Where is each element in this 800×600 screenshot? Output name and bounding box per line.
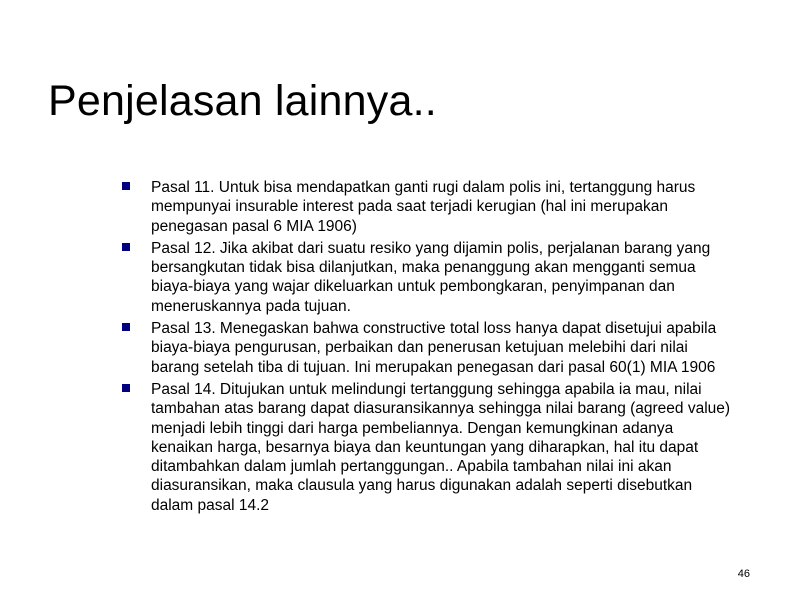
bullet-text: Pasal 13. Menegaskan bahwa constructive total loss hanya dapat disetujui apabila biaya-biaya pengurusan, perbaikan dan penerusan ketujuan melebihi dari nilai barang setelah tiba di tujuan. Ini merupakan penegasan dari pasal 60(1) MIA 1906: [151, 320, 717, 376]
square-bullet-icon: [122, 182, 130, 190]
bullet-item-pasal-11: [120, 178, 735, 236]
bullet-text: Pasal 11. Untuk bisa mendapatkan ganti rugi dalam polis ini, tertanggung harus mempunyai insurable interest pada saat terjadi kerugian (hal ini merupakan penegasan pasal 6 MIA 1906): [151, 179, 696, 235]
slide-title: Penjelasan lainnya..: [48, 77, 437, 125]
square-bullet-icon: [122, 323, 130, 331]
bullet-item-pasal-13: [120, 319, 735, 377]
bullet-item-pasal-14: [120, 380, 735, 515]
square-bullet-icon: [122, 243, 130, 251]
bullet-text: Pasal 14. Ditujukan untuk melindungi tertanggung sehingga apabila ia mau, nilai tambahan atas barang dapat diasuransikannya sehingga nilai barang (agreed value) menjadi lebih tinggi dari harga pembeliannya. Dengan kemungkinan adanya kenaikan harga, besarnya biaya dan keuntungan yang diharapkan, hal itu dapat ditambahkan dalam jumlah pertanggungan.. Apabila tambahan nilai ini akan diasuransikan, maka clausula yang harus digunakan adalah seperti disebutkan dalam pasal 14.2: [151, 380, 731, 514]
page-number: 46: [737, 568, 750, 580]
bullet-text: Pasal 12. Jika akibat dari suatu resiko yang dijamin polis, perjalanan barang yang bersangkutan tidak bisa dilanjutkan, maka penanggung akan mengganti semua biaya-biaya yang wajar dikeluarkan untuk pembongkaran, penyimpanan dan meneruskannya pada tujuan.: [151, 239, 711, 315]
bullet-list: [120, 178, 735, 518]
bullet-item-pasal-12: [120, 239, 735, 316]
square-bullet-icon: [122, 384, 130, 392]
